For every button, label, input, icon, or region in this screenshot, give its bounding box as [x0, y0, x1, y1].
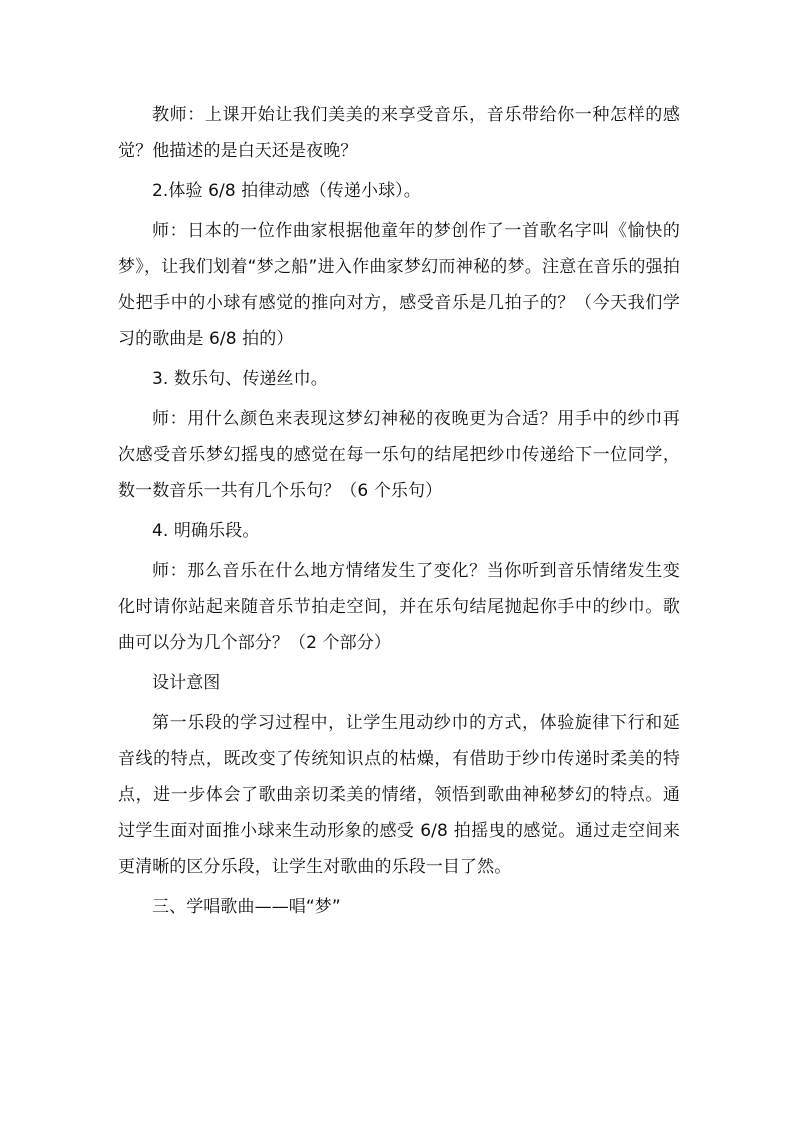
paragraph-step-2-heading: 2.体验 6/8 拍律动感（传递小球）。 [152, 181, 421, 201]
paragraph-step-2-body: 师：日本的一位作曲家根据他童年的梦创作了一首歌名字叫《愉快的梦》，让我们划着“梦之船”进入作曲家梦幻而神秘的梦。注意在音乐的强拍处把手中的小球有感觉的推向对方，感受音乐是几拍子的？（今天我们学习的歌曲是 6/8 拍的） [118, 221, 680, 349]
document-body [118, 97, 680, 929]
paragraph-teacher-intro: 教师：上课开始让我们美美的来享受音乐，音乐带给你一种怎样的感觉？他描述的是白天还是夜晚？ [118, 105, 680, 161]
paragraph-section-3-heading: 三、学唱歌曲——唱“梦” [152, 897, 341, 917]
paragraph-step-4-heading: 4. 明确乐段。 [152, 521, 260, 541]
paragraph-step-3-body: 师：用什么颜色来表现这梦幻神秘的夜晚更为合适？用手中的纱巾再次感受音乐梦幻摇曳的感觉在每一乐句的结尾把纱巾传递给下一位同学，数一数音乐一共有几个乐句？（6 个乐句） [118, 409, 680, 501]
paragraph-design-intent-body: 第一乐段的学习过程中，让学生甩动纱巾的方式，体验旋律下行和延音线的特点，既改变了传统知识点的枯燥，有借助于纱巾传递时柔美的特点，进一步体会了歌曲亲切柔美的情绪，领悟到歌曲神秘梦幻的特点。通过学生面对面推小球来生动形象的感受 6/8 拍摇曳的感觉。通过走空间来更清晰的区分乐段，让学生对歌曲的乐段一目了然。 [118, 713, 680, 877]
paragraph-step-4-body: 师：那么音乐在什么地方情绪发生了变化？当你听到音乐情绪发生变化时请你站起来随音乐节拍走空间，并在乐句结尾抛起你手中的纱巾。歌曲可以分为几个部分？（2 个部分） [118, 561, 680, 653]
paragraph-design-intent-heading: 设计意图 [152, 673, 221, 693]
paragraph-step-3-heading: 3. 数乐句、传递丝巾。 [152, 369, 328, 389]
